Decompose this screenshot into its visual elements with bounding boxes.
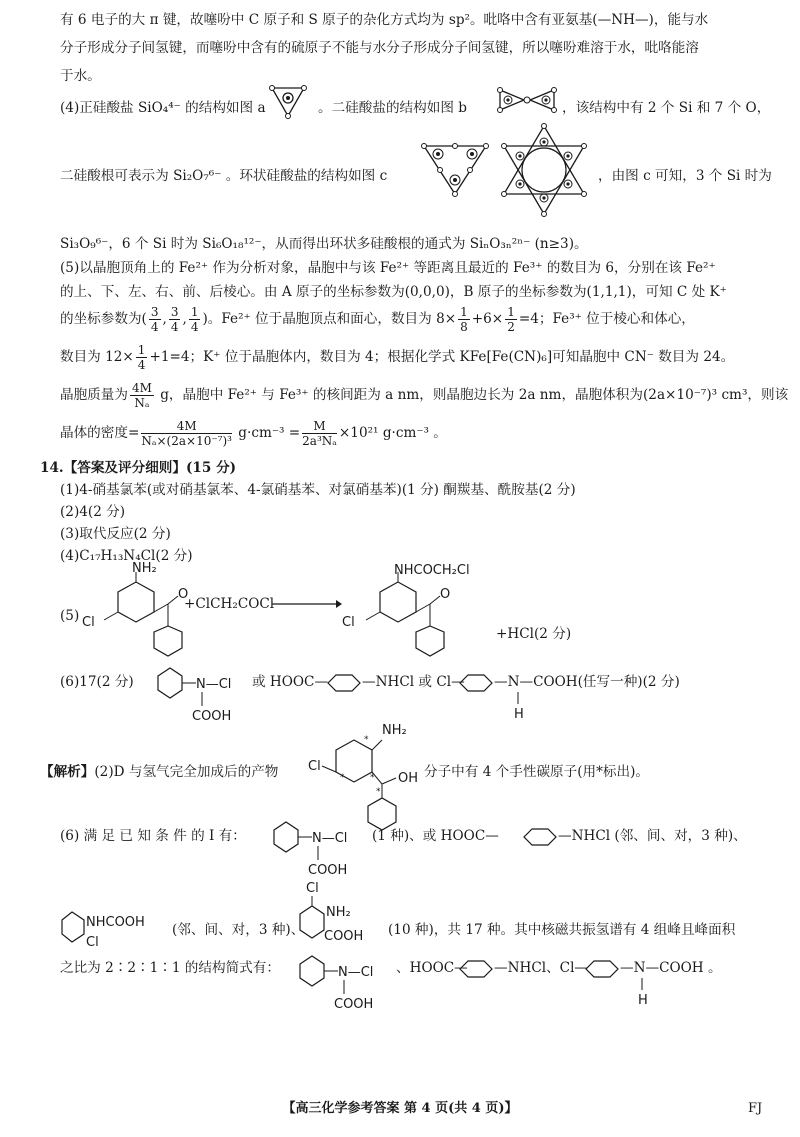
- byproduct-text: +HCl(2 分): [496, 626, 572, 642]
- svg-text:Cl: Cl: [306, 881, 319, 896]
- text-span: =4；Fe³⁺ 位于棱心和体心，: [518, 311, 695, 327]
- text-line: 之比为 2∶2∶1∶1 的结构简式有：: [60, 960, 280, 976]
- text-line: Si₃O₉⁶⁻，6 个 Si 时为 Si₆O₁₈¹²⁻，从而得出环状多硅酸根的通式为 SiₙO₃ₙ²ⁿ⁻ (n≥3)。: [60, 236, 588, 252]
- text-span: —NHCl (邻、间、对，3 种)、: [558, 828, 747, 844]
- svg-text:OH: OH: [398, 771, 419, 786]
- text-line: 有 6 电子的大 π 键，故噻吩中 C 原子和 S 原子的杂化方式均为 sp²。吡咯中含有亚氨基(—NH—)，能与水: [60, 12, 709, 28]
- text-span: 或 HOOC—: [252, 674, 329, 690]
- svg-text:Cl: Cl: [342, 615, 355, 630]
- fraction: $\frac{1}{2}$: [507, 305, 515, 334]
- benzene-ring-icon: [324, 672, 364, 696]
- benzene-ring-icon: [582, 958, 622, 982]
- text-line: (6) 满 足 已 知 条 件 的 I 有：: [60, 828, 246, 844]
- svg-text:NHCOOH: NHCOOH: [86, 915, 145, 930]
- text-line: 的坐标参数为( $\frac{3}{4}$ , $\frac{3}{4}$ , $\frac{1}{4}$ )。Fe²⁺ 位于晶胞顶点和面心，数目为 8× $\frac{1}{8}$ +6× $\frac{1}{2}$ =4；Fe³⁺ 位于棱心和体心，: [60, 305, 695, 334]
- fraction: $\frac{1}{4}$: [190, 305, 199, 334]
- svg-text:H: H: [514, 707, 524, 722]
- text-line: 二硅酸根可表示为 Si₂O₇⁶⁻ 。环状硅酸盐的结构如图 c: [60, 168, 388, 184]
- svg-text:COOH: COOH: [324, 929, 364, 944]
- text-line: ，由图 c 可知，3 个 Si 时为: [598, 168, 772, 184]
- svg-text:*: *: [340, 773, 345, 783]
- isomer-structure-1: [156, 664, 246, 724]
- benzene-ring-icon: [520, 826, 560, 850]
- fraction: $\frac{4M}{\text{Nₐ×(2a×10⁻⁷)³}}$: [141, 419, 232, 448]
- svg-text:H: H: [638, 993, 648, 1008]
- text-line: [60, 382, 788, 409]
- svg-text:*: *: [376, 787, 381, 797]
- text-line: 的上、下、左、右、前、后棱心。由 A 原子的坐标参数为(0,0,0)，B 原子的坐标参数为(1,1,1)，可知 C 处 K⁺: [60, 284, 727, 300]
- text-line: (5)以晶胞顶角上的 Fe²⁺ 作为分析对象，晶胞中与该 Fe²⁺ 等距离且最近的 Fe³⁺ 的数目为 6，分别在该 Fe²⁺: [60, 260, 716, 276]
- fraction: $\frac{M}{\text{2a³Nₐ}}$: [302, 419, 337, 448]
- svg-text:Cl: Cl: [308, 759, 321, 774]
- svg-text:N—Cl: N—Cl: [338, 965, 374, 980]
- answer-line: (3)取代反应(2 分): [60, 526, 171, 542]
- text-span: (1 种)、或 HOOC—: [372, 828, 499, 844]
- text-span: 、HOOC—: [396, 960, 468, 976]
- fraction: $\frac{4M}{\text{Nₐ}}$: [131, 381, 152, 410]
- text-span: ×10²¹ g·cm⁻³ 。: [338, 425, 447, 441]
- analysis-line: [40, 766, 278, 780]
- answer-line: (2)4(2 分): [60, 504, 126, 520]
- svg-text:O: O: [178, 587, 189, 602]
- svg-text:O: O: [440, 587, 451, 602]
- svg-text:NH₂: NH₂: [382, 723, 407, 738]
- svg-text:COOH: COOH: [308, 863, 348, 878]
- text-span: g·cm⁻³ =: [233, 425, 301, 441]
- text-span: 晶体的密度=: [60, 425, 140, 441]
- answer-label: (5): [60, 608, 80, 624]
- fraction: $\frac{3}{4}$: [170, 305, 179, 334]
- svg-text:COOH: COOH: [192, 709, 232, 724]
- reactant-structure: [78, 561, 189, 666]
- silicate-tetrahedron-a: [268, 84, 308, 120]
- cyclic-silicate-3-icon: [420, 132, 490, 198]
- silicate-dimer-b: [496, 84, 558, 116]
- text-span: )。Fe²⁺ 位于晶胞顶点和面心，数目为 8×: [202, 311, 457, 327]
- text-span: 数目为 12×: [60, 349, 134, 365]
- fraction: $\frac{1}{4}$: [137, 343, 146, 372]
- text-span: —N—COOH(任写一种)(2 分): [494, 674, 680, 690]
- text-line: [60, 344, 734, 371]
- text-line: 。二硅酸盐的结构如图 b: [318, 100, 467, 116]
- svg-text:N—Cl: N—Cl: [196, 677, 232, 692]
- isomer-structure-1: [272, 818, 372, 878]
- svg-text:NH₂: NH₂: [132, 561, 157, 576]
- svg-text:NH₂: NH₂: [326, 905, 351, 920]
- product-structure: [336, 563, 506, 666]
- text-line: ，该结构中有 2 个 Si 和 7 个 O，: [562, 100, 771, 116]
- text-span: (10 种)，共 17 种。其中核磁共振氢谱有 4 组峰且峰面积: [388, 922, 736, 938]
- benzene-ring-icon: [456, 958, 496, 982]
- isomer-structure-3: [296, 880, 392, 950]
- svg-text:Cl: Cl: [82, 615, 95, 630]
- text-line: 分子形成分子间氢键，而噻吩中含有的硫原子不能与水分子形成分子间氢键，所以噻吩难溶于水，吡咯能溶: [60, 40, 699, 56]
- svg-text:Cl: Cl: [86, 935, 99, 950]
- isomer-structure-2: [58, 906, 168, 950]
- text-line: (4)正硅酸盐 SiO₄⁴⁻ 的结构如图 a: [60, 100, 266, 116]
- text-span: —N—COOH 。: [620, 960, 722, 976]
- reagent-text: +ClCH₂COCl: [184, 596, 275, 612]
- svg-text:N—Cl: N—Cl: [312, 831, 348, 846]
- analysis-heading: 【解析】: [40, 764, 95, 780]
- answer-line: (4)C₁₇H₁₃N₄Cl(2 分): [60, 548, 193, 564]
- answer-line: (1)4-硝基氯苯(或对硝基氯苯、4-氯硝基苯、对氯硝基苯)(1 分) 酮羰基、酰胺基(2 分): [60, 482, 576, 498]
- text-line: 于水。: [60, 68, 101, 84]
- svg-text:COOH: COOH: [334, 997, 374, 1012]
- isomer-structure-1: [298, 952, 398, 1012]
- fraction: $\frac{1}{8}$: [460, 305, 468, 334]
- text-span: g，晶胞中 Fe²⁺ 与 Fe³⁺ 的核间距为 a nm，则晶胞边长为 2a nm，晶胞体积为(2a×10⁻⁷)³ cm³，则该: [155, 387, 789, 403]
- text-span: 晶胞质量为: [60, 387, 128, 403]
- svg-text:*: *: [370, 773, 375, 783]
- svg-text:NHCOCH₂Cl: NHCOCH₂Cl: [394, 563, 470, 578]
- svg-text:*: *: [364, 735, 369, 745]
- fraction: $\frac{3}{4}$: [150, 305, 159, 334]
- answer-label: (6)17(2 分): [60, 674, 134, 690]
- page-footer: 【高三化学参考答案 第 4 页(共 4 页)】: [282, 1101, 518, 1116]
- cyclic-silicate-6-icon: [496, 122, 592, 218]
- question-heading: 14.【答案及评分细则】(15 分): [40, 460, 237, 476]
- text-line: 分子中有 4 个手性碳原子(用*标出)。: [424, 764, 650, 780]
- text-span: —NHCl、Cl—: [494, 960, 589, 976]
- text-line: [60, 420, 447, 447]
- text-span: +6×: [471, 311, 504, 327]
- nh-substituent-icon: [632, 976, 652, 1006]
- benzene-ring-icon: [456, 672, 496, 696]
- text-span: (邻、间、对，3 种)、: [172, 922, 305, 938]
- reaction-arrow-icon: [272, 598, 342, 610]
- text-span: 的坐标参数为(: [60, 311, 147, 327]
- nh-substituent-icon: [508, 690, 528, 720]
- text-span: +1=4；K⁺ 位于晶胞体内，数目为 4；根据化学式 KFe[Fe(CN)₆]可知晶胞中 CN⁻ 数目为 24。: [149, 349, 735, 365]
- footer-code: FJ: [748, 1101, 763, 1116]
- text-span: (2)D 与氢气完全加成后的产物: [94, 764, 279, 780]
- text-span: —NHCl 或 Cl—: [362, 674, 465, 690]
